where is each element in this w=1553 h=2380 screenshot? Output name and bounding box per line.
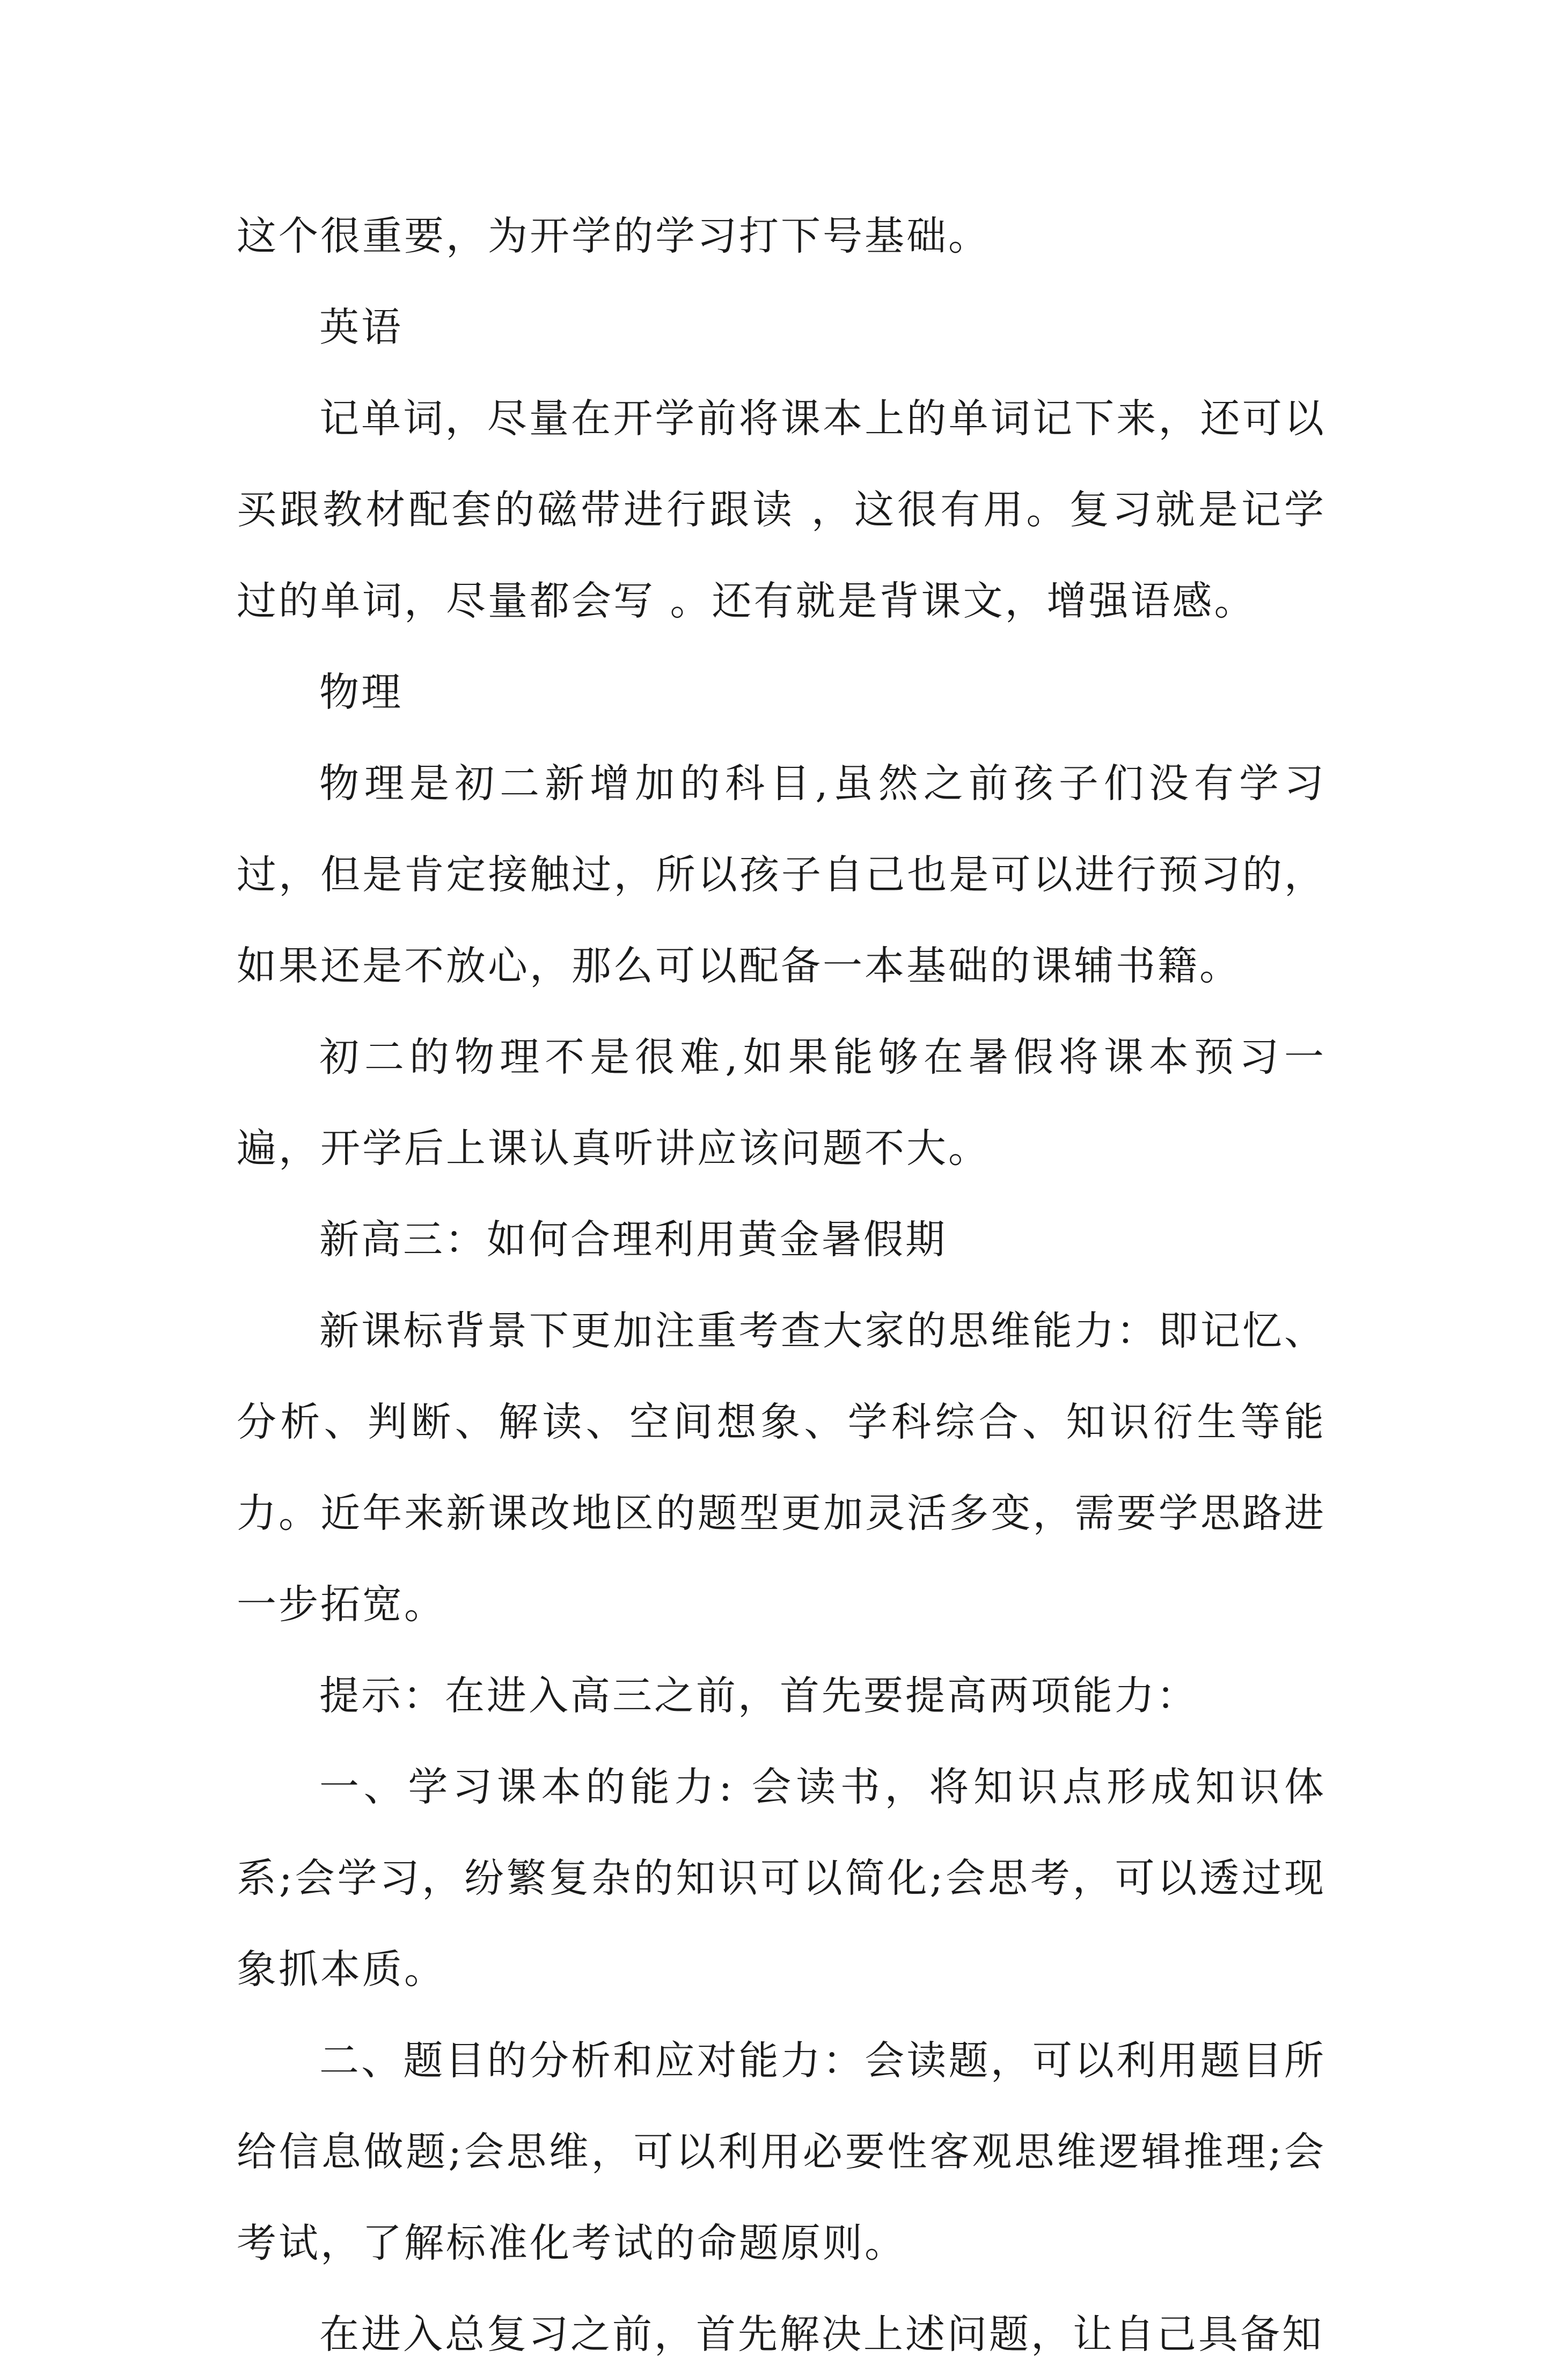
paragraph-english-vocab: 记单词，尽量在开学前将课本上的单词记下来，还可以买跟教材配套的磁带进行跟读 ，这很有用。复习就是记学过的单词，尽量都会写 。还有就是背课文，增强语感。	[237, 396, 1326, 624]
paragraph-physics-difficulty: 初二的物理不是很难,如果能够在暑假将课本预习一遍，开学后上课认真听讲应该问题不大。	[237, 1034, 1326, 1171]
section-heading-senior-three: 新高三：如何合理利用黄金暑假期	[319, 1217, 947, 1263]
section-heading-physics: 物理	[319, 669, 403, 715]
paragraph-ability-two: 二、题目的分析和应对能力：会读题，可以利用题目所给信息做题;会思维，可以利用必要性客观思维逻辑推理;会考试，了解标准化考试的命题原则。	[237, 2038, 1326, 2266]
paragraph-tip: 提示：在进入高三之前，首先要提高两项能力：	[319, 1673, 1198, 1719]
document-body	[237, 191, 1326, 2380]
section-heading-english: 英语	[319, 304, 403, 350]
paragraph-continuation: 这个很重要，为开学的学习打下号基础。	[237, 213, 990, 259]
paragraph-physics-new-subject: 物理是初二新增加的科目,虽然之前孩子们没有学习过，但是肯定接触过，所以孩子自己也是可以进行预习的，如果还是不放心，那么可以配备一本基础的课辅书籍。	[237, 760, 1326, 989]
paragraph-ability-one: 一、学习课本的能力: 会读书，将知识点形成知识体系;会学习，纷繁复杂的知识可以简化;会思考，可以透过现象抓本质。	[237, 1764, 1326, 1993]
paragraph-review-start: 在进入总复习之前，首先解决上述问题，让自己具备知	[319, 2311, 1324, 2357]
paragraph-new-curriculum: 新课标背景下更加注重考查大家的思维能力：即记忆、分析、判断、解读、空间想象、学科综合、知识衍生等能力。近年来新课改地区的题型更加灵活多变，需要学思路进一步拓宽。	[237, 1308, 1326, 1628]
